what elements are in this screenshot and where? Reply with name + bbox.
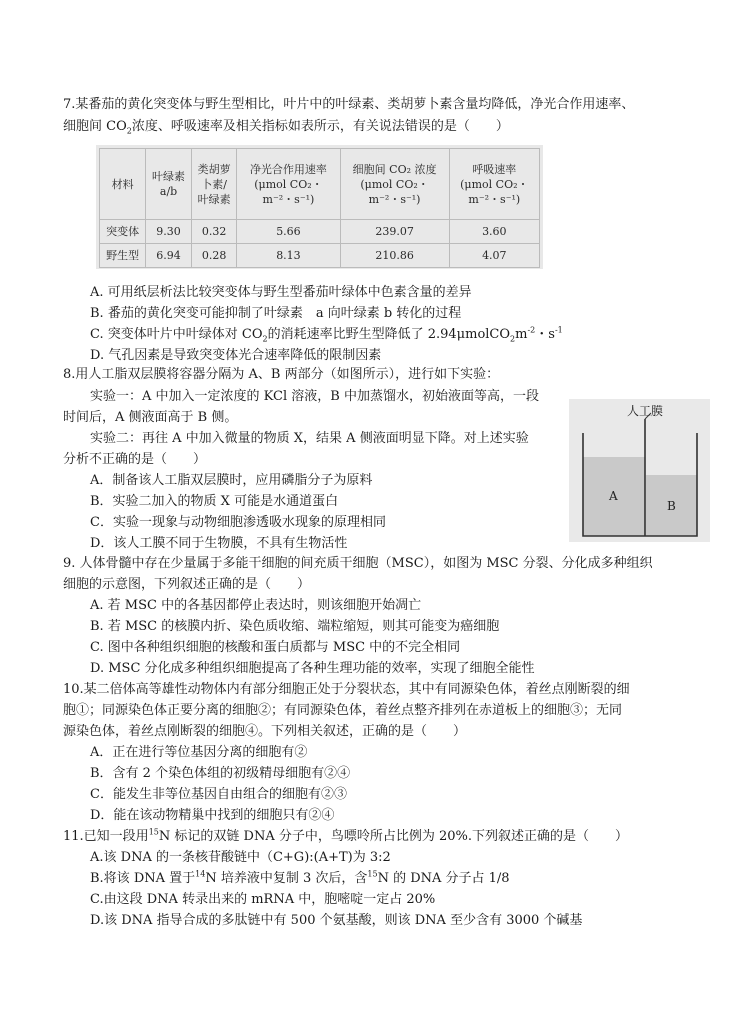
q8-option-d: D．该人工膜不同于生物膜，不具有生物活性	[90, 536, 348, 551]
q8-container-diagram	[569, 399, 710, 542]
q9-stem-line1: 9. 人体骨髓中存在少量属于多能干细胞的间充质干细胞（MSC），如图为 MSC 分裂、分化成多种组织	[63, 556, 653, 571]
q11-stem: 11.已知一段用$^{15}$N 标记的双链 DNA 分子中，鸟嘌呤所占比例为 20%.下列叙述正确的是（ ）	[63, 827, 628, 844]
q7-stem-line2-part2: 浓度、呼吸速率及相关指标如表所示，有关说法错误的是（ ）	[131, 119, 509, 134]
header-material: 材料	[100, 149, 146, 220]
q11-option-b: B.将该 DNA 置于$^{14}$N 培养液中复制 3 次后，含$^{15}$N 的 DNA 分子占 1/8	[90, 869, 510, 886]
q11-option-d: D.该 DNA 指导合成的多肽链中有 500 个氨基酸，则该 DNA 至少含有 3000 个碱基	[90, 913, 583, 928]
table-cell: 6.94	[146, 244, 192, 268]
q7-option-d: D. 气孔因素是导致突变体光合速率降低的限制因素	[90, 348, 382, 363]
q9-stem-line2: 细胞的示意图，下列叙述正确的是（ ）	[63, 577, 311, 592]
q8-option-b: B．实验二加入的物质 X 可能是水通道蛋白	[90, 494, 339, 509]
table-header-row	[100, 149, 540, 220]
q11-option-c: C.由这段 DNA 转录出来的 mRNA 中，胞嘧啶一定占 20%	[90, 892, 436, 907]
q10-stem-line3: 源染色体，着丝点刚断裂的细胞④。下列相关叙述，正确的是（ ）	[63, 724, 467, 739]
q7-co2-subscript: 2	[126, 126, 132, 136]
q8-exp1-line2: 时间后，A 侧液面高于 B 侧。	[63, 410, 238, 425]
membrane-label: 人工膜	[627, 404, 664, 418]
table-cell: 野生型	[100, 244, 146, 268]
table-cell: 0.28	[191, 244, 237, 268]
table-row	[100, 220, 540, 244]
q8-option-a: A．制备该人工脂双层膜时，应用磷脂分子为原料	[90, 473, 373, 488]
q7-option-c: C. 突变体叶片中叶绿体对 $CO_2$的消耗速率比野生型降低了 $2.94\mu molCO_2m^{-2}$・$s^{-1}$	[90, 325, 563, 344]
table-cell: 0.32	[191, 220, 237, 244]
side-b-label: B	[667, 499, 676, 513]
header-chlorophyll-ab: 叶绿素 a/b	[146, 149, 192, 220]
q10-option-d: D．能在该动物精巢中找到的细胞只有②④	[90, 808, 335, 823]
q9-option-b: B. 若 MSC 的核膜内折、染色质收缩、端粒缩短，则其可能变为癌细胞	[90, 619, 500, 634]
q10-option-c: C．能发生非等位基因自由组合的细胞有②③	[90, 787, 347, 802]
q7-data-table-scan	[96, 145, 543, 269]
table-cell: 210.86	[340, 244, 449, 268]
table-cell: 4.07	[449, 244, 539, 268]
table-row	[100, 244, 540, 268]
q8-option-c: C．实验一现象与动物细胞渗透吸水现象的原理相同	[90, 515, 386, 530]
header-intercellular-co2: 细胞间 CO₂ 浓度 (μmol CO₂・ m⁻²・s⁻¹)	[340, 149, 449, 220]
table-cell: 突变体	[100, 220, 146, 244]
table-cell: 5.66	[237, 220, 340, 244]
q9-option-d: D. MSC 分化成多种组织细胞提高了各种生理功能的效率，实现了细胞全能性	[90, 661, 535, 676]
header-carotenoid-ratio: 类胡萝 卜素/ 叶绿素	[191, 149, 237, 220]
q7-stem-line1: 7.某番茄的黄化突变体与野生型相比，叶片中的叶绿素、类胡萝卜素含量均降低，净光合作用速率、	[63, 97, 635, 112]
q8-exp1-line1: 实验一：A 中加入一定浓度的 KCl 溶液，B 中加蒸馏水，初始液面等高，一段	[90, 389, 539, 404]
table-cell: 9.30	[146, 220, 192, 244]
header-respiration: 呼吸速率 (μmol CO₂・ m⁻²・s⁻¹)	[449, 149, 539, 220]
q9-option-a: A. 若 MSC 中的各基因都停止表达时，则该细胞开始凋亡	[90, 598, 422, 613]
q8-stem: 8.用人工脂双层膜将容器分隔为 A、B 两部分（如图所示），进行如下实验：	[63, 367, 500, 382]
table-cell: 239.07	[340, 220, 449, 244]
q7-stem-line2-part1: 细胞间 CO	[63, 119, 127, 134]
q10-stem-line2: 胞①；同源染色体正要分离的细胞②；有同源染色体，着丝点整齐排列在赤道板上的细胞③；无同	[63, 703, 623, 718]
q8-membrane-figure	[569, 399, 710, 542]
q7-option-a: A. 可用纸层析法比较突变体与野生型番茄叶绿体中色素含量的差异	[90, 285, 472, 300]
q8-exp2-line2: 分析不正确的是（ ）	[63, 452, 207, 467]
q8-exp2-line1: 实验二：再往 A 中加入微量的物质 X，结果 A 侧液面明显下降。对上述实验	[90, 431, 529, 446]
q10-stem-line1: 10.某二倍体高等雄性动物体内有部分细胞正处于分裂状态，其中有同源染色体，着丝点刚断裂的细	[63, 682, 630, 697]
q9-option-c: C. 图中各种组织细胞的核酸和蛋白质都与 MSC 中的不完全相同	[90, 640, 461, 655]
table-cell: 8.13	[237, 244, 340, 268]
q7-option-b: B. 番茄的黄化突变可能抑制了叶绿素 a 向叶绿素 b 转化的过程	[90, 306, 462, 321]
q7-data-table	[99, 148, 540, 268]
header-net-photosynthesis: 净光合作用速率 (μmol CO₂・ m⁻²・s⁻¹)	[237, 149, 340, 220]
side-a-label: A	[609, 489, 618, 503]
q10-option-a: A．正在进行等位基因分离的细胞有②	[90, 745, 308, 760]
q10-option-b: B．含有 2 个染色体组的初级精母细胞有②④	[90, 766, 351, 781]
table-cell: 3.60	[449, 220, 539, 244]
q11-option-a: A.该 DNA 的一条核苷酸链中（C+G):(A+T)为 3:2	[90, 850, 391, 865]
q7-stem-line2	[63, 118, 509, 136]
